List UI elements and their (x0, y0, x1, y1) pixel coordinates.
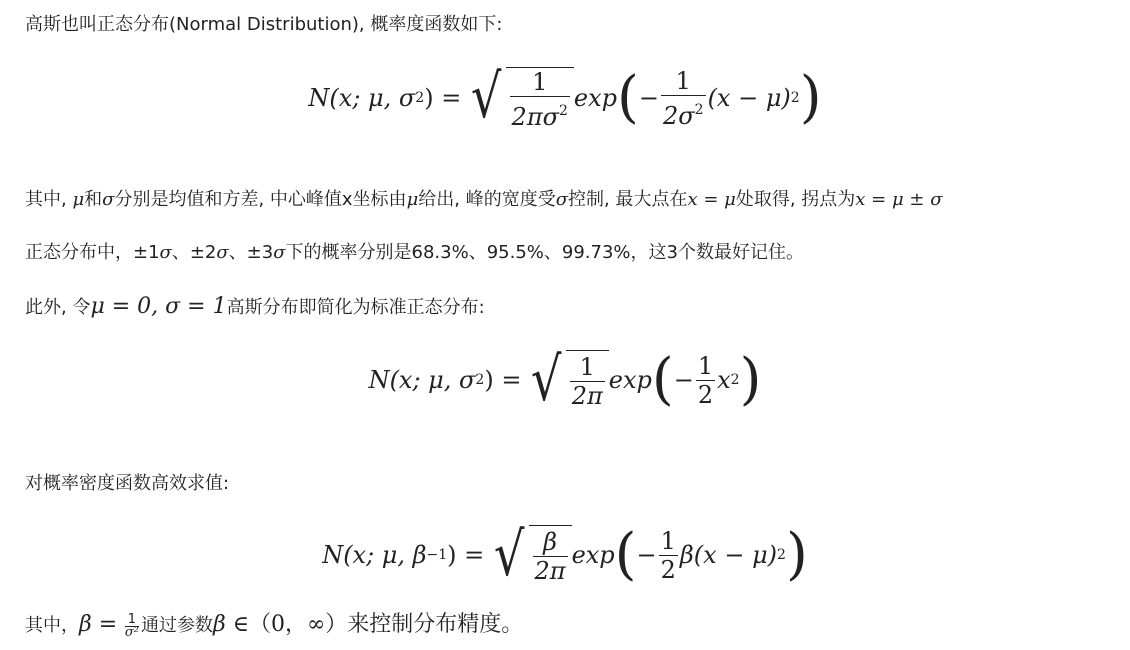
gaussian-formula: N(x; μ, σ 2 ) = √ $\frac{1}{2\pi\sigma^2}$ exp ( − $\frac{1}{2\sigma^2}$ (x − μ) 2 ) (308, 62, 822, 132)
p3-s1: σ (159, 242, 172, 263)
exp-tail: (x − μ) (707, 84, 791, 112)
p2-m2: x = μ ± σ (855, 189, 943, 210)
formula3-eq-sign: ) = (447, 541, 485, 569)
formula2-lhs: N(x; μ, σ (368, 366, 476, 394)
p4-m: μ = 0, σ = 1 (90, 294, 227, 319)
p4-b: 高斯分布即简化为标准正态分布: (226, 297, 485, 318)
exp2-tail: x (717, 366, 731, 394)
p2-t1: 其中, (25, 189, 73, 210)
exp3-frac-den: 2 (660, 555, 676, 584)
sqrt2-num: 1 (579, 353, 595, 381)
formula-lhs-sup: 2 (415, 90, 425, 106)
p2-sigma: σ (102, 189, 115, 210)
exp3-frac-num: 1 (660, 526, 676, 555)
formula3-lhs: N(x; μ, β (322, 541, 427, 569)
precision-formula: N(x; μ, β −1 ) = √ $\frac{\beta}{2\pi}$ exp ( − $\frac{1}{2}$ β(x − μ) 2 ) (322, 520, 808, 590)
exp-frac-den: 2σ (662, 101, 695, 130)
p3-s2: σ (216, 242, 229, 263)
p6-beta2: β ∈ (212, 612, 249, 637)
sqrt-fraction-2 (570, 355, 605, 408)
sqrt2-den: 2π (571, 382, 603, 410)
sqrt-num: 1 (532, 68, 548, 96)
p2-mu: μ (72, 189, 85, 210)
p3-b: 、±2 (171, 242, 217, 263)
standard-normal-paragraph (25, 294, 485, 321)
sqrt-den-sup: 2 (558, 103, 568, 119)
p6-beta: β = (79, 612, 118, 637)
exp-tail-sup: 2 (790, 90, 800, 106)
standard-normal-formula: N(x; μ, σ 2 ) = √ $\frac{1}{2\pi}$ exp ( − $\frac{1}{2}$ x 2 ) (368, 345, 762, 415)
sqrt-term-2: √ $\frac{1}{2\pi}$ (527, 350, 608, 410)
p2-t2: 和 (84, 189, 103, 210)
formula-eq-sign: ) = (424, 84, 462, 112)
formula2-eq-sign: ) = (484, 366, 522, 394)
p3-c: 、±3 (228, 242, 274, 263)
sqrt3-num: β (543, 528, 557, 556)
sqrt-fraction (510, 70, 570, 129)
exp2-frac-num: 1 (697, 351, 714, 380)
formula2-lhs-sup: 2 (475, 372, 485, 388)
sqrt-term: √ $\frac{1}{2\pi\sigma^2}$ (467, 67, 574, 129)
p2-t4: 给出, 峰的宽度受 (418, 189, 556, 210)
intro-paragraph: 高斯也叫正态分布(Normal Distribution), 概率度函数如下: (25, 14, 503, 35)
exp3-tail: β(x − μ) (679, 541, 778, 569)
sqrt-term-3: √ $\frac{\beta}{2\pi}$ (490, 525, 571, 585)
minus3-sign: − (636, 541, 657, 569)
p6-c: （0，∞）来控制分布精度。 (248, 612, 524, 637)
p3-a: 正态分布中，±1 (25, 242, 160, 263)
exp3-label: exp (571, 541, 615, 569)
p6-a: 其中， (25, 615, 79, 636)
sqrt-den: 2πσ (511, 103, 559, 131)
p4-a: 此外, 令 (25, 297, 91, 318)
exp-fraction (661, 66, 706, 130)
p3-d: 下的概率分别是68.3%、95.5%、99.73%，这3个数最好记住。 (285, 242, 804, 263)
sqrt-fraction-3 (533, 530, 568, 583)
formula-lhs: N(x; μ, σ (308, 84, 416, 112)
beta-paragraph (25, 612, 523, 639)
p2-m1: x = μ (687, 189, 736, 210)
exp-frac-num: 1 (675, 66, 691, 95)
exp2-label: exp (608, 366, 652, 394)
exp2-tail-sup: 2 (730, 372, 740, 388)
p2-t6: 处取得, 拐点为 (735, 189, 856, 210)
efficient-eval-paragraph: 对概率密度函数高效求值: (25, 473, 230, 494)
exp2-frac-den: 2 (697, 380, 714, 409)
params-paragraph (25, 187, 942, 213)
beta-fraction (124, 611, 139, 640)
exp-label: exp (573, 84, 618, 112)
p6-b: 通过参数 (140, 615, 213, 636)
exp3-tail-sup: 2 (777, 547, 786, 563)
minus2-sign: − (673, 366, 694, 394)
minus-sign: − (638, 84, 659, 112)
p2-sigma2: σ (555, 189, 569, 210)
p2-t5: 控制, 最大点在 (568, 189, 688, 210)
exp3-fraction (659, 526, 678, 584)
sqrt3-den: 2π (534, 557, 566, 585)
p2-t3: 分别是均值和方差, 中心峰值x坐标由 (114, 189, 407, 210)
sigma-rule-paragraph (25, 240, 804, 266)
exp-frac-den-sup: 2 (694, 101, 704, 118)
beta-frac-num: 1 (127, 611, 137, 627)
p2-mu2: μ (406, 189, 419, 210)
exp2-fraction (696, 351, 715, 409)
beta-frac-den: σ² (124, 624, 139, 640)
formula3-lhs-sup: −1 (426, 547, 448, 563)
p3-s3: σ (273, 242, 286, 263)
